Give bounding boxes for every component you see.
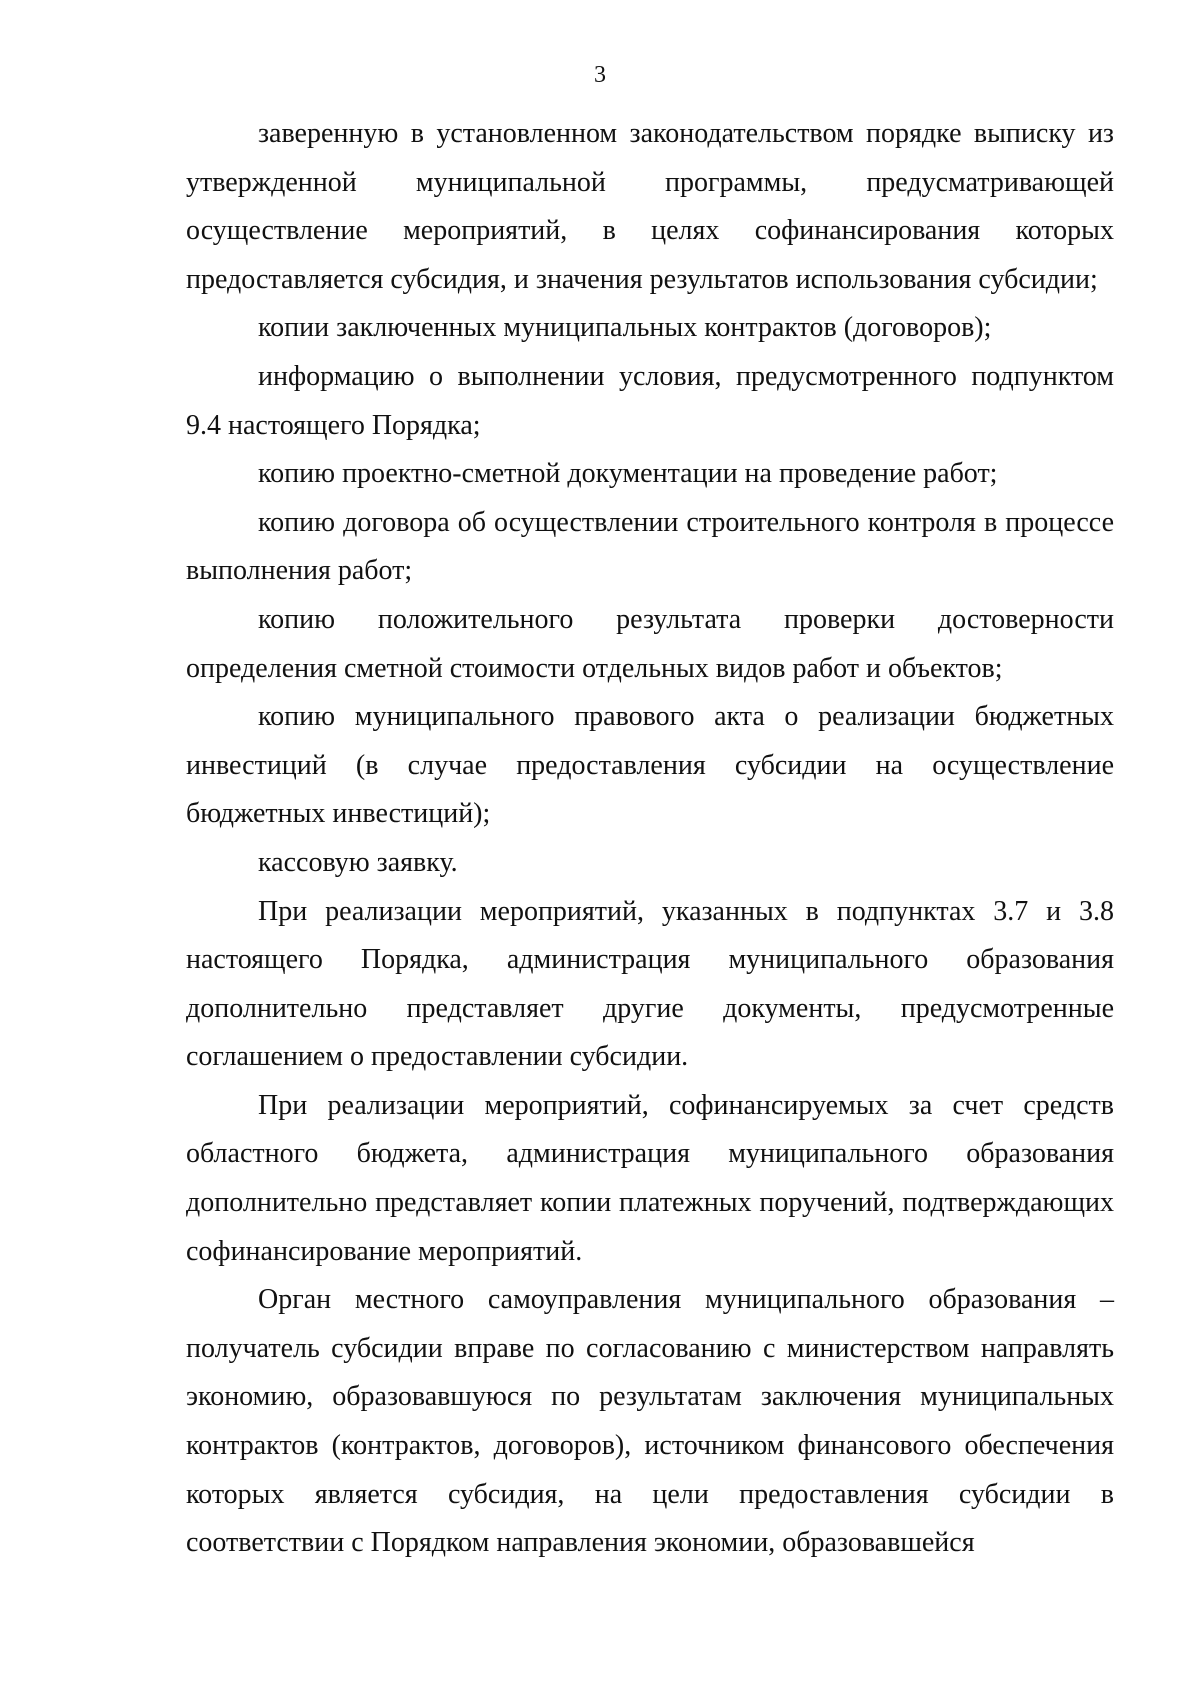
paragraph-legal-act: копию муниципального правового акта о реализации бюджетных инвестиций (в случае предоставления субсидии на осуществление бюджетных инвестиций); — [186, 701, 1114, 830]
document-body — [186, 110, 1114, 1568]
paragraph-savings-redirect: Орган местного самоуправления муниципального образования – получатель субсидии вправе по согласованию с министерством направлять экономию, образовавшуюся по результатам заключения муниципальных контрактов (контрактов, договоров), источником финансового обеспечения которых является субсидия, на цели предоставления субсидии в соответствии с Порядком направления экономии, образовавшейся — [186, 1284, 1114, 1559]
paragraph-extract-requirement: заверенную в установленном законодательством порядке выписку из утвержденной муниципальной программы, предусматривающей осуществление мероприятий, в целях софинансирования которых предоставляется субсидия, и значения результатов использования субсидии; — [186, 118, 1114, 295]
paragraph-condition-info: информацию о выполнении условия, предусмотренного подпунктом 9.4 настоящего Порядка; — [186, 360, 1114, 441]
paragraph-additional-docs: При реализации мероприятий, указанных в подпунктах 3.7 и 3.8 настоящего Порядка, администрация муниципального образования дополнительно представляет другие документы, предусмотренные соглашением о предоставлении субсидии. — [186, 895, 1114, 1073]
paragraph-construction-control: копию договора об осуществлении строительного контроля в процессе выполнения работ; — [186, 506, 1114, 587]
paragraph-design-docs: копию проектно-сметной документации на проведение работ; — [258, 458, 998, 490]
paragraph-contract-copies: копии заключенных муниципальных контрактов (договоров); — [258, 312, 992, 344]
paragraph-cost-verification: копию положительного результата проверки достоверности определения сметной стоимости отдельных видов работ и объектов; — [186, 603, 1114, 684]
paragraph-payment-orders: При реализации мероприятий, софинансируемых за счет средств областного бюджета, администрация муниципального образования дополнительно представляет копии платежных поручений, подтверждающих софинансирование мероприятий. — [186, 1089, 1114, 1267]
paragraph-cash-request: кассовую заявку. — [258, 846, 458, 878]
page-number: 3 — [594, 62, 606, 88]
